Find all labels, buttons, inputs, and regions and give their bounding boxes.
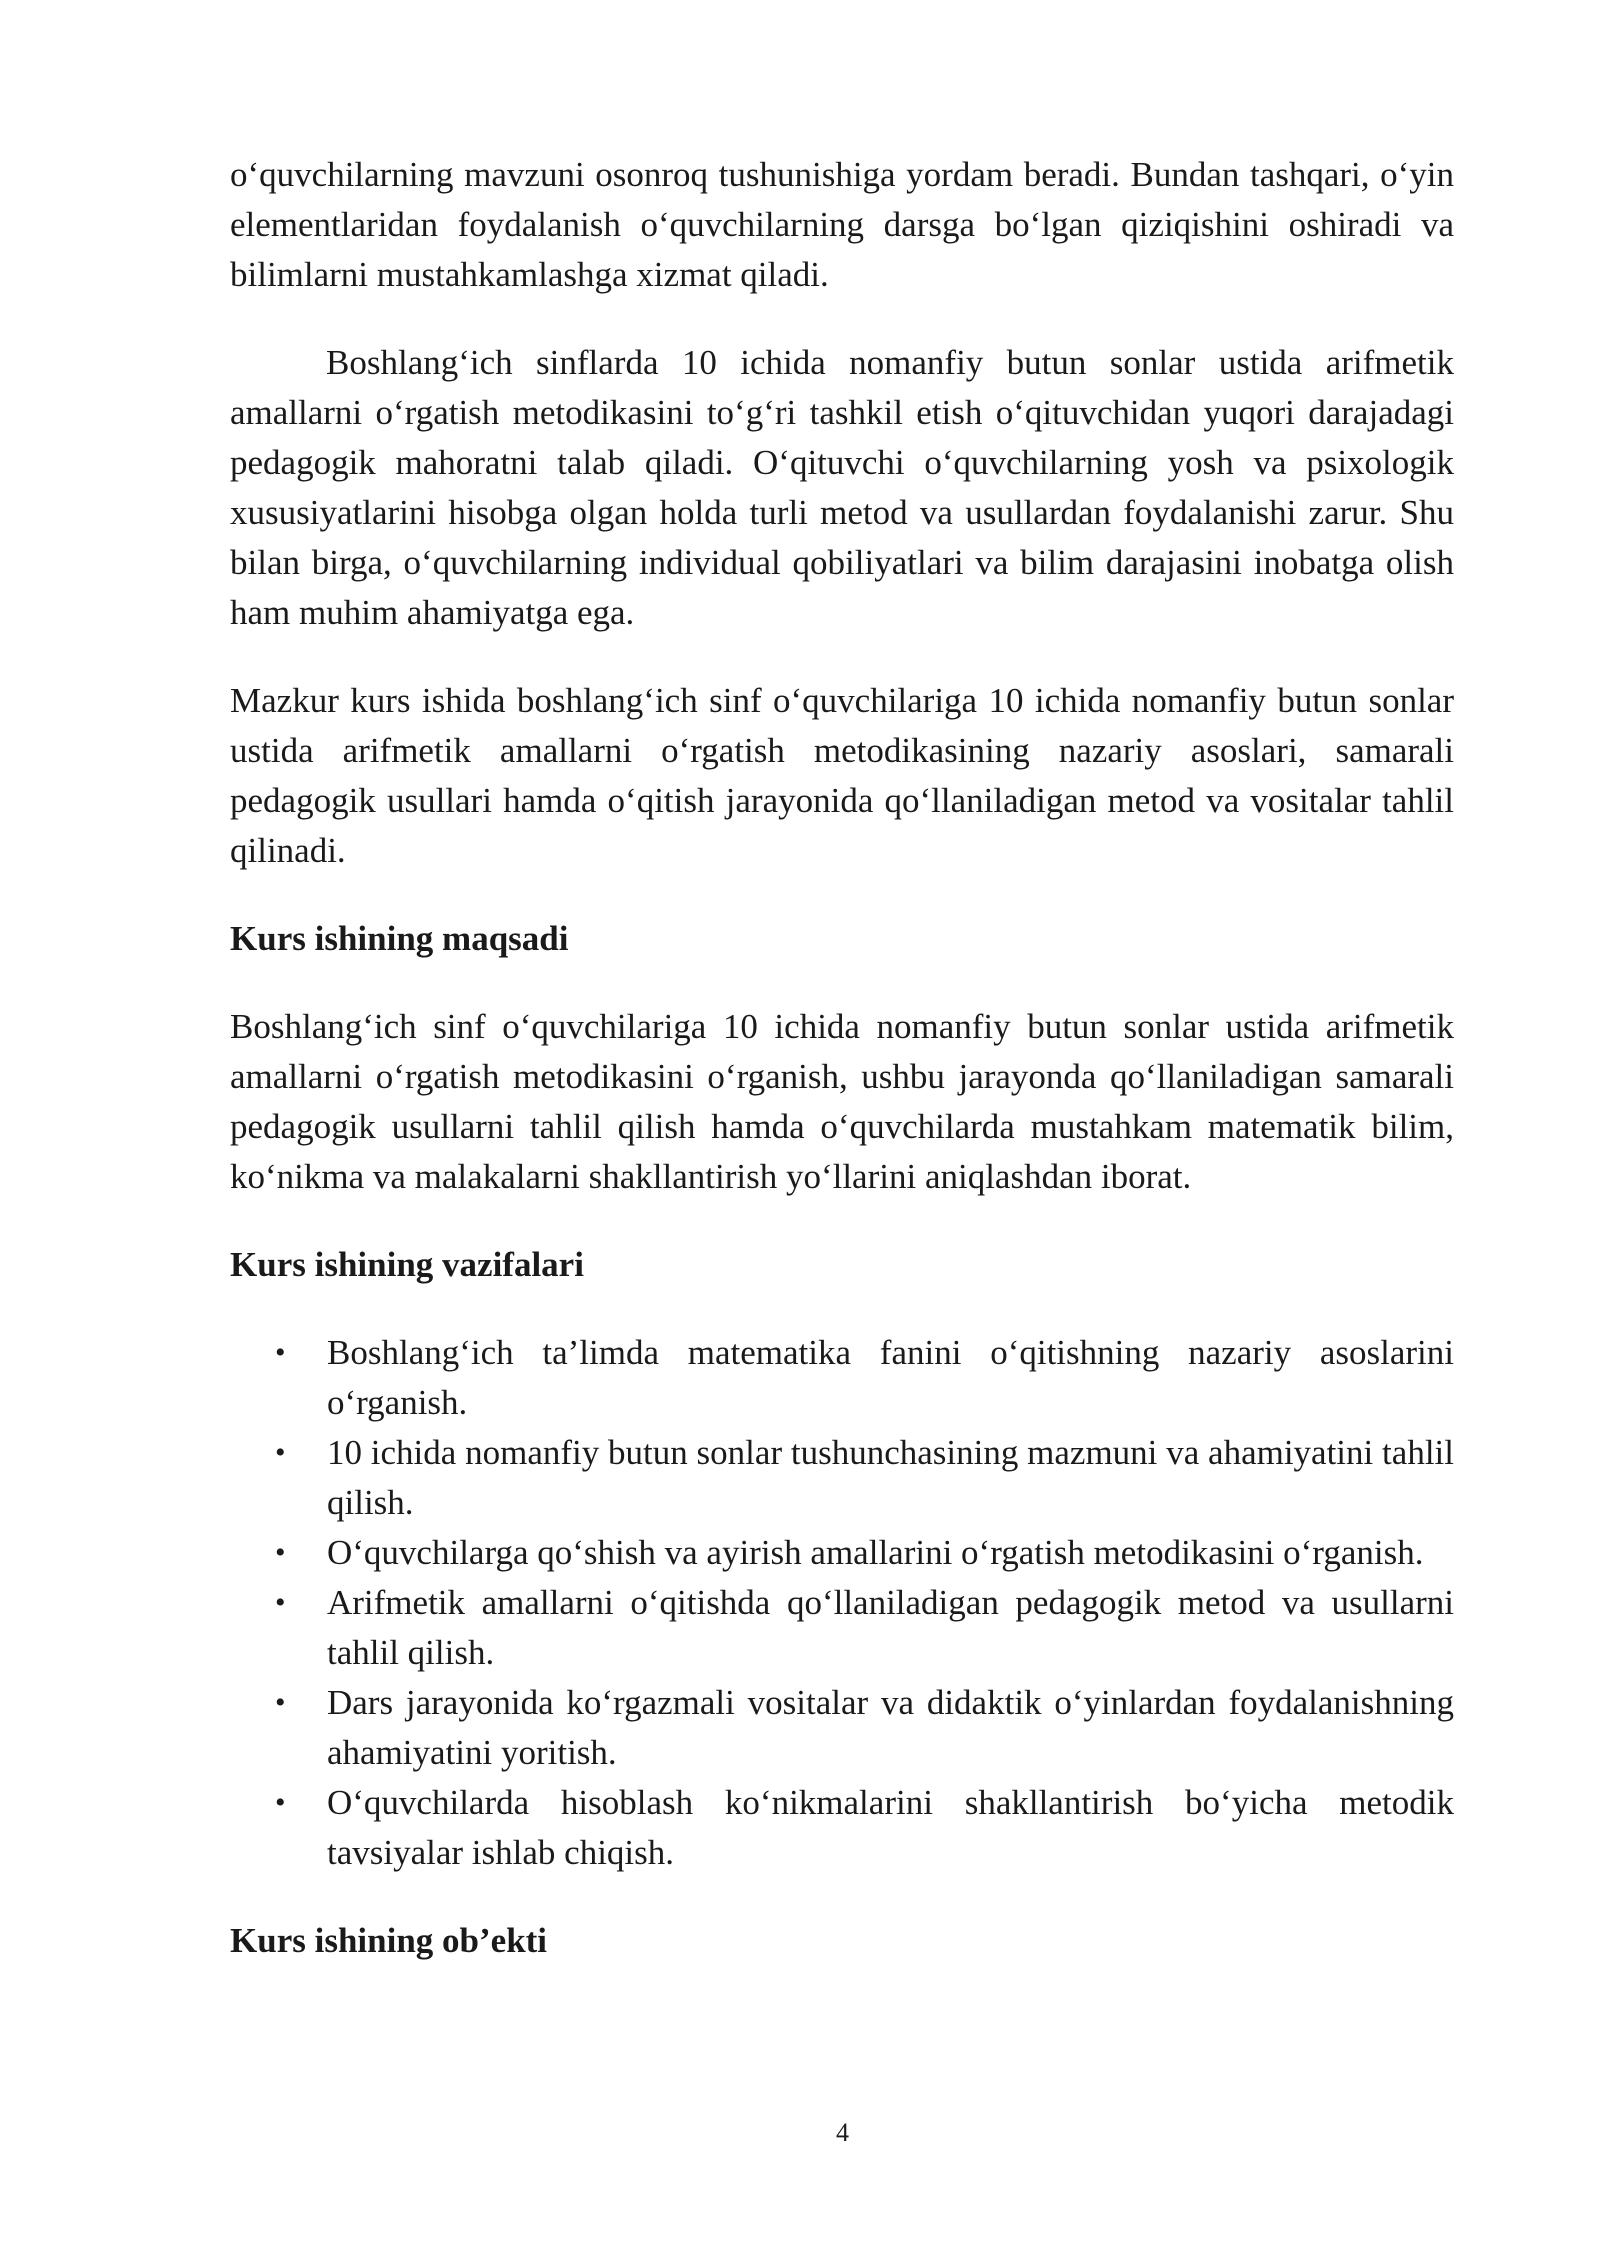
paragraph-goal: Boshlang‘ich sinf o‘quvchilariga 10 ichida nomanfiy butun sonlar ustida arifmetik amallarni o‘rgatish metodikasini o‘rganish, ushbu jarayonda qo‘llaniladigan samarali pedagogik usullarni tahlil qilish hamda o‘quvchilarda mustahkam matematik bilim, ko‘nikma va malakalarni shakllantirish yo‘llarini aniqlashdan iborat.: [230, 1007, 1454, 1196]
bullet-icon: •: [275, 1686, 286, 1719]
task-item-text: O‘quvchilarda hisoblash ko‘nikmalarini shakllantirish bo‘yicha metodik tavsiyalar ishlab chiqish.: [327, 1783, 1454, 1872]
bullet-icon: •: [275, 1336, 286, 1369]
task-item: [230, 1528, 1454, 1578]
bullet-icon: •: [275, 1786, 286, 1819]
heading-goal: Kurs ishining maqsadi: [230, 919, 569, 958]
bullet-icon: •: [275, 1536, 286, 1569]
heading-tasks: Kurs ishining vazifalari: [230, 1245, 584, 1284]
task-item-text: Arifmetik amallarni o‘qitishda qo‘llaniladigan pedagogik metod va usullarni tahlil qilish.: [327, 1583, 1454, 1672]
heading-object: Kurs ishining ob’ekti: [230, 1921, 548, 1960]
task-item: [230, 1678, 1454, 1778]
page-number: 4: [836, 2118, 849, 2147]
task-item: [230, 1428, 1454, 1528]
paragraph-course-scope: Mazkur kurs ishida boshlang‘ich sinf o‘quvchilariga 10 ichida nomanfiy butun sonlar ustida arifmetik amallarni o‘rgatish metodikasining nazariy asoslari, samarali pedagogik usullari hamda o‘qitish jarayonida qo‘llaniladigan metod va vositalar tahlil qilinadi.: [230, 681, 1454, 870]
bullet-icon: •: [275, 1436, 286, 1469]
task-item: [230, 1328, 1454, 1428]
bullet-icon: •: [275, 1586, 286, 1619]
task-item: [230, 1578, 1454, 1678]
task-item-text: Boshlang‘ich ta’limda matematika fanini o‘qitishning nazariy asoslarini o‘rganish.: [327, 1333, 1454, 1422]
task-item-text: 10 ichida nomanfiy butun sonlar tushunchasining mazmuni va ahamiyatini tahlil qilish.: [327, 1433, 1454, 1522]
task-item: [230, 1778, 1454, 1878]
paragraph-methodology: Boshlang‘ich sinflarda 10 ichida nomanfiy butun sonlar ustida arifmetik amallarni o‘rgatish metodikasini to‘g‘ri tashkil etish o‘qituvchidan yuqori darajadagi pedagogik mahoratni talab qiladi. O‘qituvchi o‘quvchilarning yosh va psixologik xususiyatlarini hisobga olgan holda turli metod va usullardan foydalanishi zarur. Shu bilan birga, o‘quvchilarning individual qobiliyatlari va bilim darajasini inobatga olish ham muhim ahamiyatga ega.: [230, 343, 1454, 632]
task-item-text: Dars jarayonida ko‘rgazmali vositalar va didaktik o‘yinlardan foydalanishning ahamiyatini yoritish.: [327, 1683, 1454, 1772]
task-item-text: O‘quvchilarga qo‘shish va ayirish amallarini o‘rgatish metodikasini o‘rganish.: [327, 1533, 1424, 1572]
paragraph-intro-continued: o‘quvchilarning mavzuni osonroq tushunishiga yordam beradi. Bundan tashqari, o‘yin elementlaridan foydalanish o‘quvchilarning darsga bo‘lgan qiziqishini oshiradi va bilimlarni mustahkamlashga xizmat qiladi.: [230, 155, 1454, 294]
tasks-list: [230, 1328, 1454, 1878]
document-page: [230, 150, 1454, 1966]
